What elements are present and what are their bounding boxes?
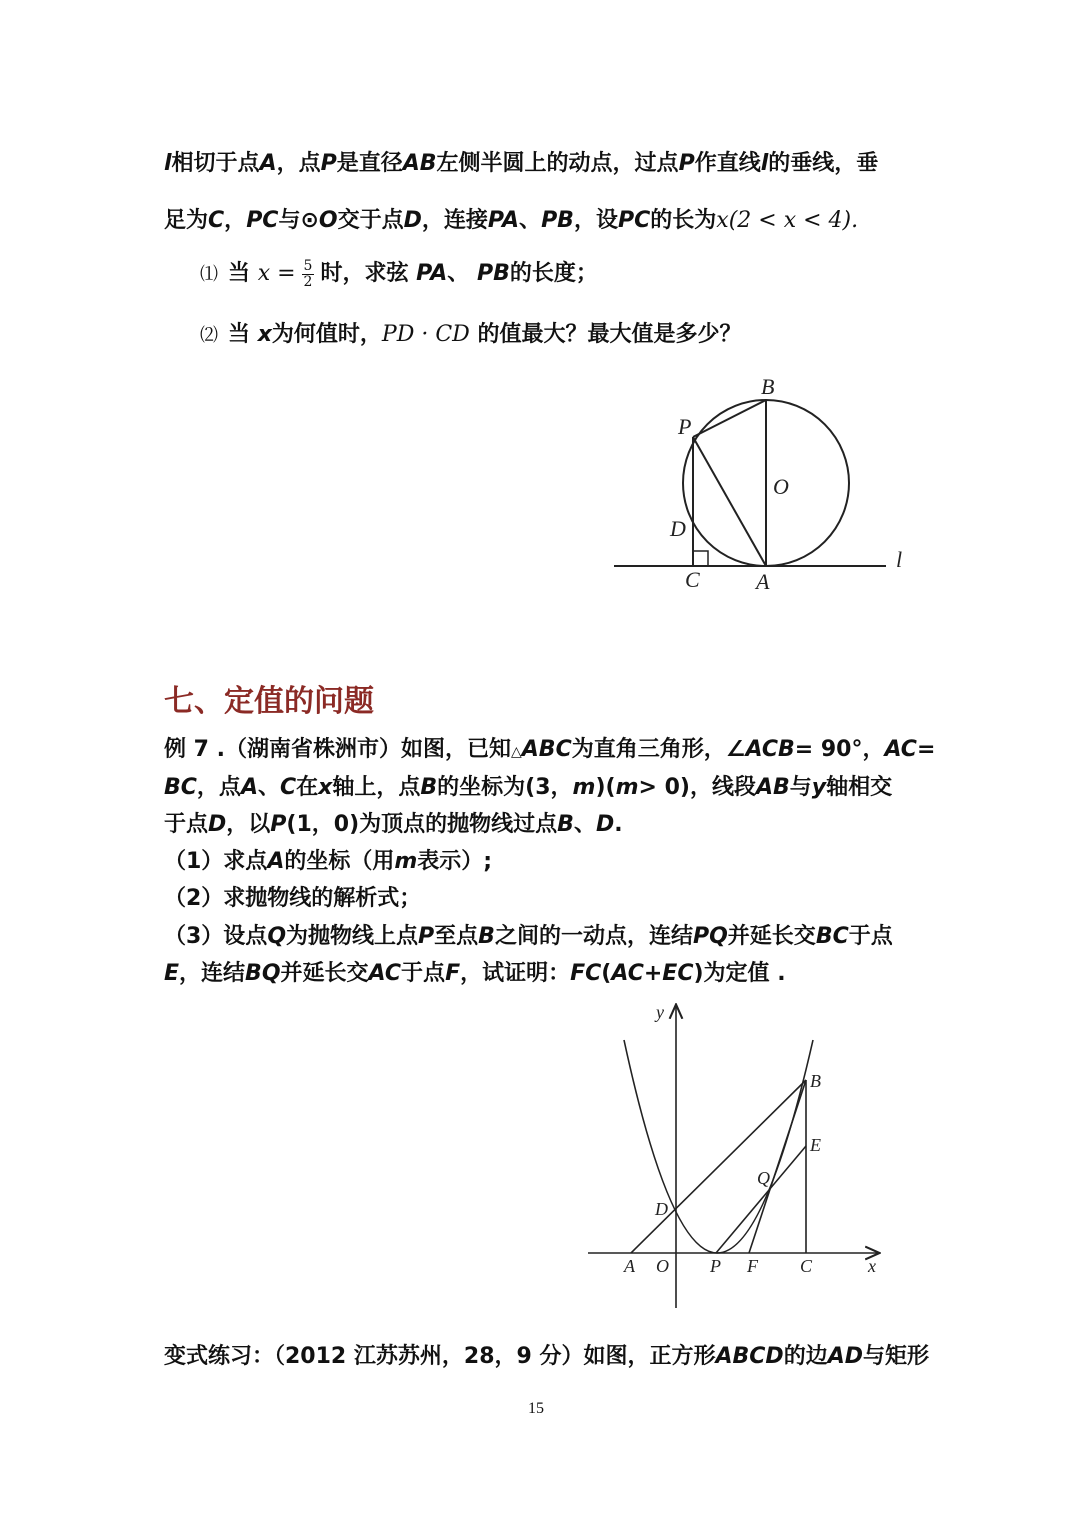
section-heading: 七、定值的问题 <box>164 684 374 719</box>
var-f: F <box>445 961 461 986</box>
var-ec: EC <box>662 961 694 986</box>
var-c: C <box>279 775 297 800</box>
label-c: C <box>800 1256 813 1276</box>
triangle-symbol: △ <box>511 744 522 760</box>
var-d: D <box>595 812 615 837</box>
var-p: P <box>418 924 435 949</box>
text: 为直角三角形，∠ <box>571 737 746 762</box>
label-q: Q <box>757 1168 770 1188</box>
text: 表示）; <box>417 849 493 874</box>
var-b: B <box>557 812 574 837</box>
text: 轴相交 <box>826 775 893 800</box>
text: 为何值时， <box>271 322 382 347</box>
label-p: P <box>710 1256 721 1276</box>
text: 左侧半圆上的动点，过点 <box>436 151 679 176</box>
var-fc: FC <box>570 961 602 986</box>
label-d: D <box>670 516 686 541</box>
text: 于点 <box>848 924 893 949</box>
var-ac: AC <box>368 961 402 986</box>
math-expression: x = <box>257 261 296 286</box>
var-pa: PA <box>416 261 448 286</box>
text: 相切于点 <box>171 151 260 176</box>
text: 、 <box>519 208 542 233</box>
var-l: l <box>164 151 172 176</box>
label-b: B <box>761 374 775 399</box>
math-expression: PD · CD <box>381 322 470 347</box>
var-pc: PC <box>617 208 651 233</box>
fraction-numerator: 5 <box>303 257 313 274</box>
text: 交于点 <box>337 208 404 233</box>
text: 的值最大？最大值是多少？ <box>477 322 742 347</box>
var-o: O <box>318 208 338 233</box>
var-pc: PC <box>246 208 279 233</box>
text: 至点 <box>434 924 479 949</box>
text: 变式练习：（2012 江苏苏州，28，9 分）如图，正方形 <box>164 1344 716 1369</box>
var-d: D <box>208 812 227 837</box>
label-a: A <box>624 1256 635 1276</box>
question-number: ⑵ <box>200 325 218 346</box>
text: 与 <box>789 775 812 800</box>
label-d: D <box>655 1199 668 1219</box>
var-ac: AC <box>884 737 917 762</box>
var-bc: BC <box>164 775 197 800</box>
text: (1，0)为顶点的抛物线过点 <box>286 812 558 837</box>
page-number: 15 <box>528 1400 544 1417</box>
text: 与⊙ <box>278 208 319 233</box>
text: ( <box>601 961 612 986</box>
var-m: m <box>572 775 596 800</box>
var-bq: BQ <box>245 961 281 986</box>
text: （2）求抛物线的解析式； <box>164 886 422 911</box>
variant-practice-line <box>164 1339 929 1370</box>
text: 作直线 <box>694 151 761 176</box>
var-a: A <box>259 151 277 176</box>
text: 为抛物线上点 <box>286 924 419 949</box>
var-ad: AD <box>827 1344 863 1369</box>
text: 当 <box>228 322 251 347</box>
text: 于点 <box>164 812 209 837</box>
text: ，连接 <box>421 208 488 233</box>
var-e: E <box>164 961 180 986</box>
text: （3）设点 <box>164 924 268 949</box>
var-a: A <box>267 849 285 874</box>
var-l: l <box>760 151 769 176</box>
text: ，以 <box>226 812 271 837</box>
var-pq: PQ <box>692 924 728 949</box>
text: 时，求弦 <box>320 261 409 286</box>
label-x: x <box>868 1256 876 1276</box>
text: 之间的一动点，连结 <box>494 924 693 949</box>
text: （1）求点 <box>164 849 268 874</box>
text: 当 <box>228 261 251 286</box>
text: 的长度； <box>509 261 598 286</box>
var-p: P <box>320 151 337 176</box>
label-y: y <box>656 1002 664 1022</box>
var-abcd: ABCD <box>715 1344 784 1369</box>
text: 、 <box>257 775 280 800</box>
var-d: D <box>403 208 422 233</box>
text: = 90°， <box>794 737 885 762</box>
var-b: B <box>420 775 438 800</box>
label-a: A <box>756 569 770 594</box>
range-expression: x(2 < x < 4). <box>716 208 859 233</box>
label-o: O <box>773 474 789 499</box>
var-pb: PB <box>476 261 510 286</box>
fraction-denominator: 2 <box>303 273 313 290</box>
text: ， <box>224 208 247 233</box>
text: 是直径 <box>336 151 403 176</box>
text: . <box>614 812 623 837</box>
text: ，设 <box>573 208 618 233</box>
text: )为定值 . <box>693 961 786 986</box>
text: ，点 <box>196 775 241 800</box>
segment-bf <box>749 1080 806 1253</box>
text: 足为 <box>164 208 209 233</box>
label-o: O <box>656 1256 669 1276</box>
text: 的长为 <box>650 208 717 233</box>
var-bc: BC <box>815 924 849 949</box>
text: ，连结 <box>179 961 246 986</box>
text: 、 <box>447 261 470 286</box>
text: 、 <box>573 812 596 837</box>
var-b: B <box>478 924 495 949</box>
text: )( <box>595 775 616 800</box>
text: 的边 <box>783 1344 828 1369</box>
text: 与矩形 <box>863 1344 930 1369</box>
var-pb: PB <box>541 208 574 233</box>
text: 并延长交 <box>727 924 816 949</box>
text: ，点 <box>276 151 321 176</box>
question-number: ⑴ <box>200 264 218 285</box>
text: 的坐标（用 <box>284 849 395 874</box>
text: > 0)，线段 <box>638 775 756 800</box>
text: 的坐标为(3， <box>437 775 573 800</box>
var-pa: PA <box>487 208 520 233</box>
var-m: m <box>394 849 418 874</box>
var-ac: AC <box>611 961 644 986</box>
text: ，试证明： <box>460 961 571 986</box>
label-e: E <box>810 1135 821 1155</box>
var-x: x <box>318 775 333 800</box>
var-ab: AB <box>755 775 790 800</box>
var-q: Q <box>267 924 287 949</box>
var-y: y <box>811 775 827 800</box>
text: 的垂线，垂 <box>768 151 879 176</box>
label-c: C <box>685 567 700 592</box>
label-f: F <box>747 1256 758 1276</box>
text: 例 7 .（湖南省株洲市）如图，已知 <box>164 737 511 762</box>
text: = <box>916 737 936 762</box>
var-x: x <box>257 322 272 347</box>
label-b: B <box>810 1071 821 1091</box>
text: 轴上，点 <box>332 775 421 800</box>
segment-pe <box>716 1146 806 1253</box>
var-ab: AB <box>402 151 437 176</box>
var-acb: ACB <box>745 737 795 762</box>
label-l: l <box>896 547 903 572</box>
text: 并延长交 <box>280 961 369 986</box>
text: 在 <box>296 775 319 800</box>
text: + <box>643 961 663 986</box>
var-c: C <box>208 208 225 233</box>
var-abc: ABC <box>521 737 572 762</box>
var-p: P <box>678 151 695 176</box>
var-m: m <box>615 775 639 800</box>
var-a: A <box>240 775 258 800</box>
var-p: P <box>270 812 287 837</box>
text: 于点 <box>401 961 446 986</box>
label-p: P <box>678 414 692 439</box>
